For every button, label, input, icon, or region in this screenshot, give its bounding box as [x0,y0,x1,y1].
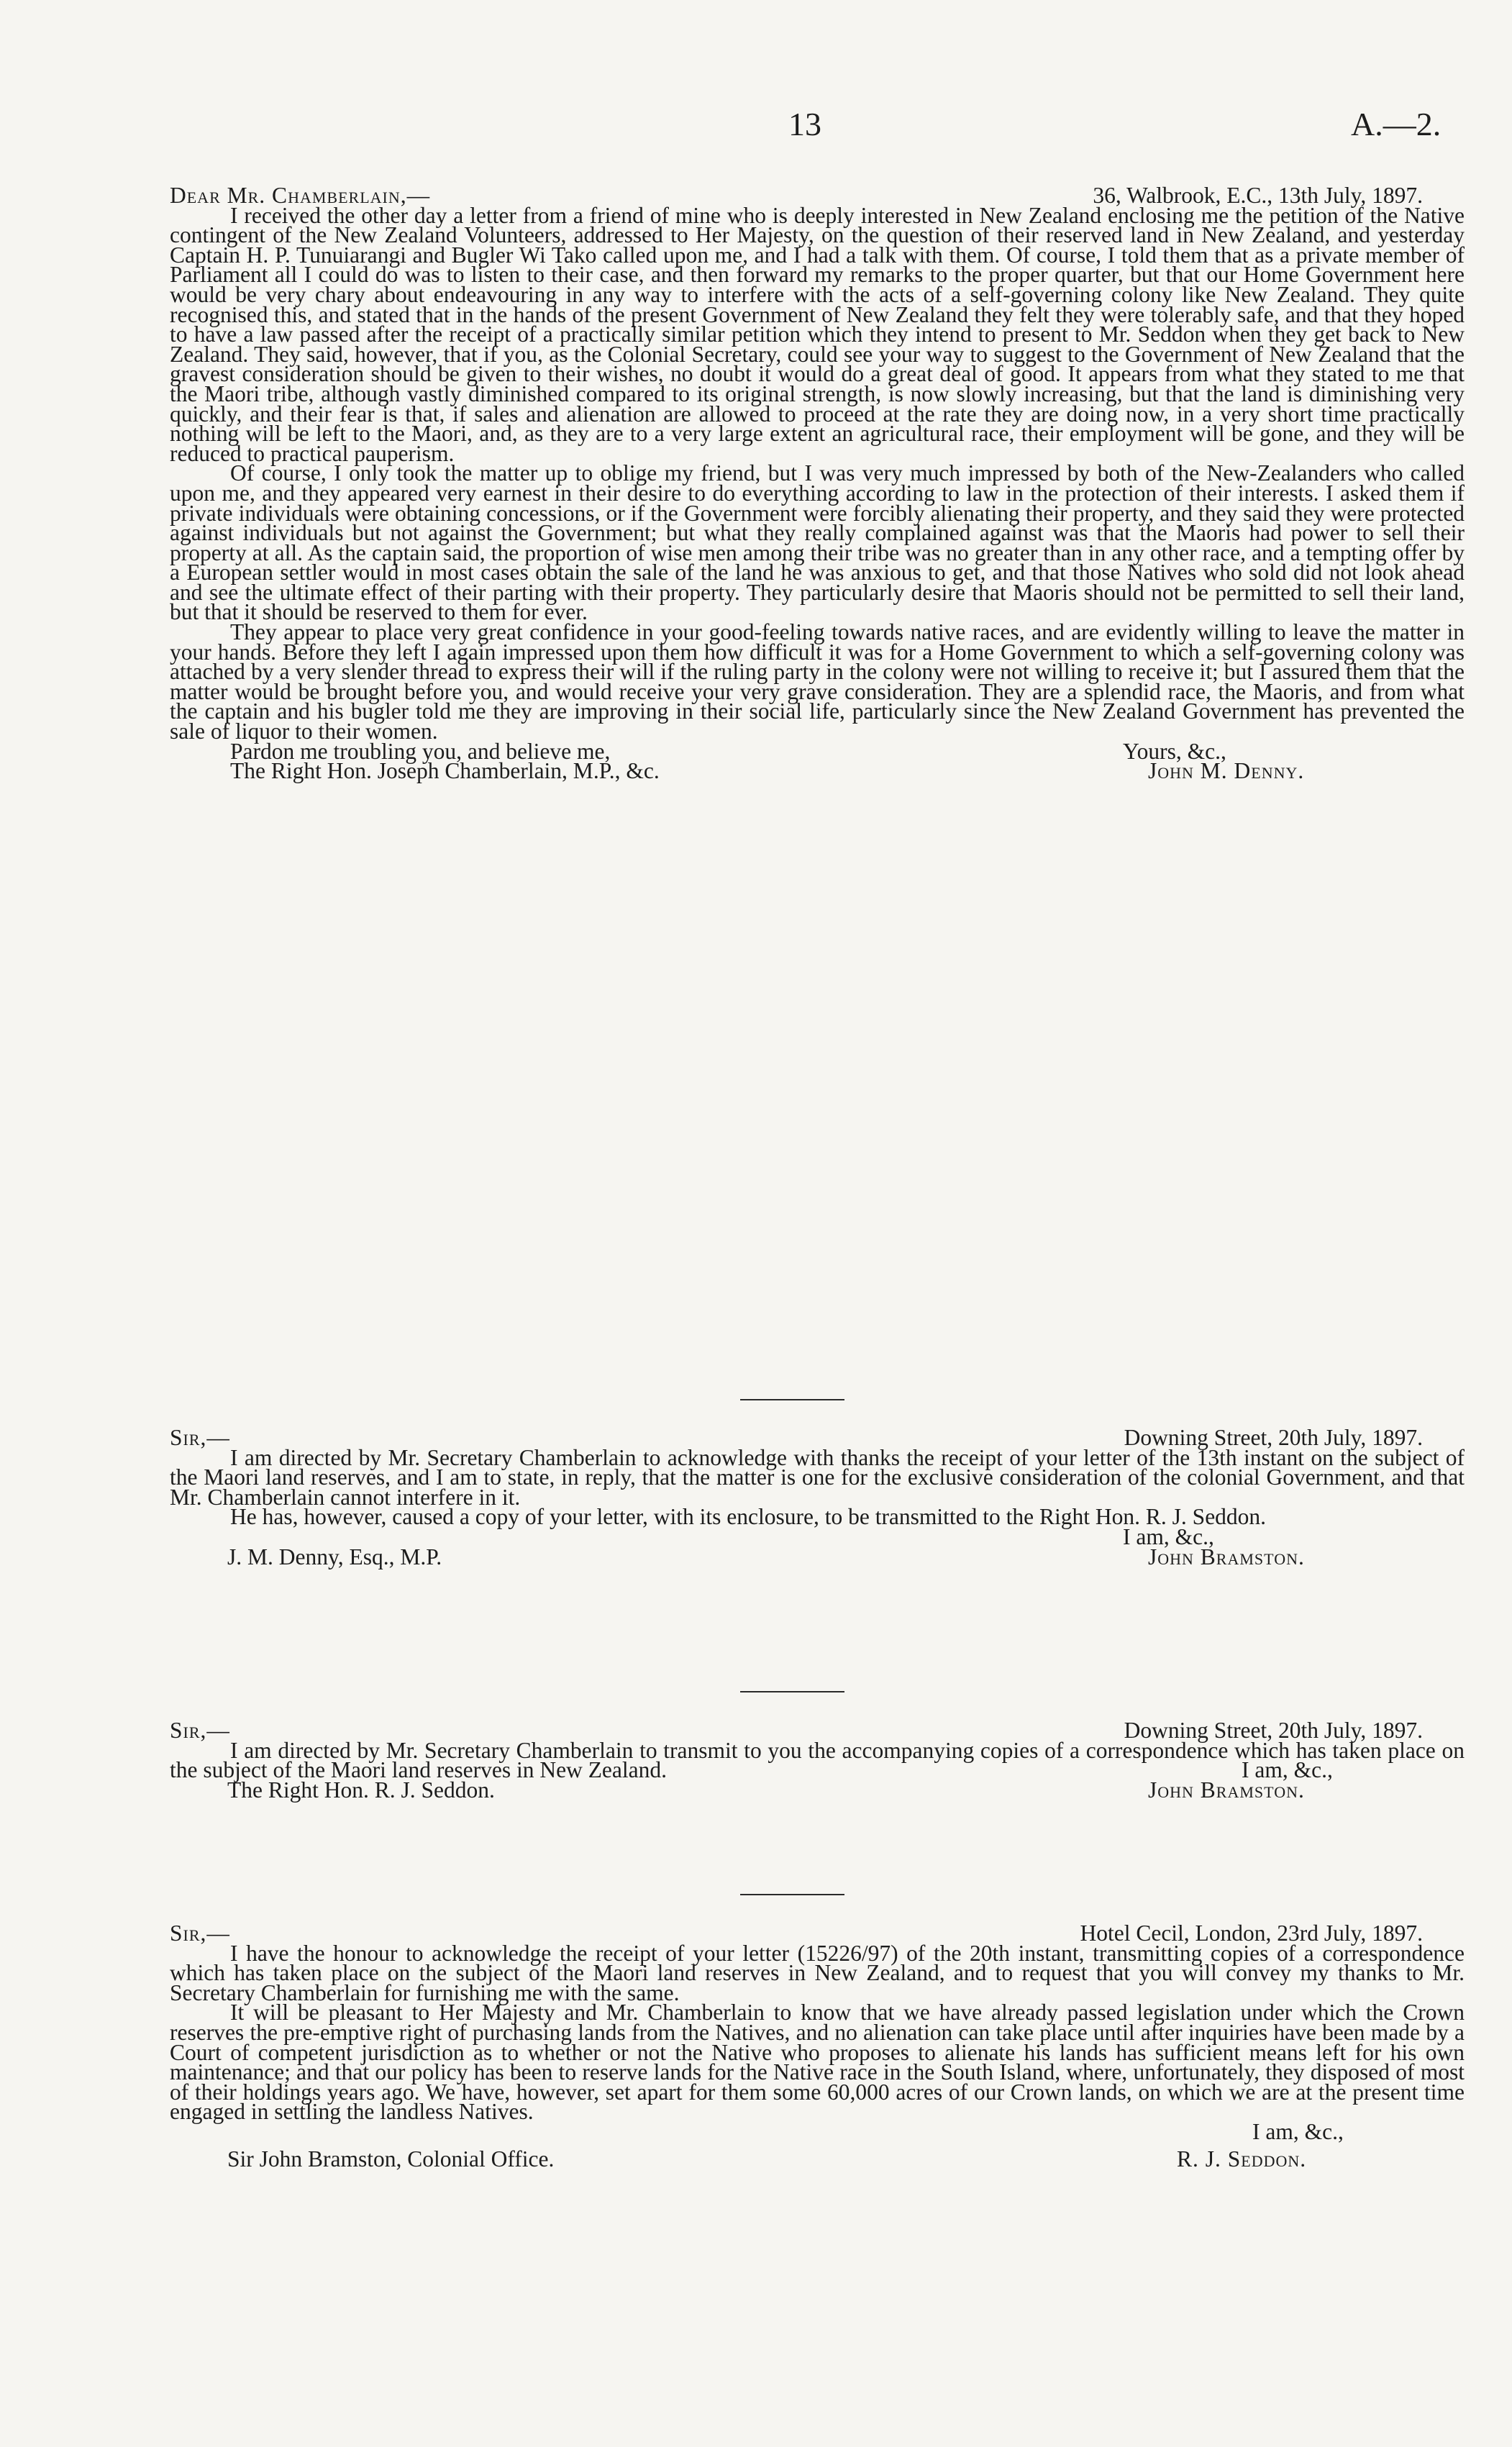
divider [740,1894,844,1895]
letter-bramston-denny [170,1425,1465,1569]
page-number: 13 [788,106,821,142]
signature: John M. Denny. [1148,758,1305,784]
paragraph: I received the other day a letter from a friend of mine who is deeply interested in New Zealand enclosing me the petition of the Native contingent of the New Zealand Volunteers, addressed to Her Majesty, on the question of their reserved land in New Zealand, and yesterday Captain H. P. Tunuiarangi and Bugler Wi Tako called upon me, and I had a talk with them. Of course, I told them that as a private member of Parliament all I could do was to listen to their case, and then forward my remarks to the proper quarter, but that our Home Government here would be very chary about endeavouring in any way to interfere with the acts of a self-governing colony like New Zealand. They quite recognised this, and stated that in the hands of the present Government of New Zealand they felt they were tolerably safe, and that they hoped to have a law passed after the receipt of a practically similar petition which they intend to present to Mr. Seddon when they get back to New Zealand. They said, however, that if you, as the Colonial Secretary, could see your way to suggest to the Government of New Zealand that the gravest consideration should be given to their wishes, no doubt it would do a great deal of good. It appears from what they stated to me that the Maori tribe, although vastly diminished compared to its original strength, is now slowly increasing, but that the land is diminishing very quickly, and their fear is that, if sales and alienation are allowed to proceed at the rate they are doing now, in a very short time practically nothing will be left to the Maori, and, as they are to a very large extent an agricultural race, their employment will be gone, and they will be reduced to practical pauperism. [170,202,1465,466]
address-date: 36, Walbrook, E.C., 13th July, 1897. [1093,183,1423,208]
paragraph: Of course, I only took the matter up to oblige my friend, but I was very much impressed by both of the New-Zealanders who called upon me, and they appeared very earnest in their desire to do everything according to law in the protection of their interests. I asked them if private individuals were obtaining concessions, or if the Government were forcibly alienating their property, and they said they were protected against individuals but not against the Government; but what they really complained against was that the Maoris had power to sell their property at all. As the captain said, the proportion of wise men among their tribe was no greater than in any other race, and a tempting offer by a European settler would in most cases obtain the sale of the land he was anxious to get, and that those Natives who sold did not look ahead and see the ultimate effect of their parting with their property. They particularly desire that Maoris should not be permitted to sell their land, but that it should be reserved to them for ever. [170,460,1465,625]
letter-denny [170,183,1465,784]
letter-bramston-seddon [170,1718,1465,1803]
closing-right: Yours, &c., [1123,738,1226,764]
document-reference: A.—2. [1351,106,1442,142]
closing-right: I am, &c., [1252,2118,1344,2144]
signature: John Bramston. [1148,1544,1305,1569]
address-date: Downing Street, 20th July, 1897. [1124,1718,1423,1743]
paragraph: He has, however, caused a copy of your letter, with its enclosure, to be transmitted to the Right Hon. R. J. Seddon. [230,1504,1267,1530]
paragraph: I have the honour to acknowledge the receipt of your letter (15226/97) of the 20th instant, transmitting copies of a correspondence which has taken place on the subject of the Maori land reserves in New Zealand, and to request that you will convey my thanks to Mr. Secretary Chamberlain for furnishing me with the same. [170,1940,1465,2005]
closing-right: I am, &c., [1242,1757,1333,1783]
addressee: The Right Hon. Joseph Chamberlain, M.P., &c. [230,758,660,784]
closing-right: I am, &c., [1123,1523,1214,1549]
salutation: Sir,— [170,1718,230,1743]
closing: Pardon me troubling you, and believe me, [230,738,611,764]
paragraph: It will be pleasant to Her Majesty and Mr. Chamberlain to know that we have already passed legislation under which the Crown reserves the pre-emptive right of purchasing lands from the Natives, and no alienation can take place until after inquiries have been made by a Court of competent jurisdiction as to whether or not the Native who proposes to alienate his lands has sufficient means left for his own maintenance; and that our policy has been to reserve lands for the Native race in the South Island, where, unfortunately, they disposed of most of their holdings years ago. We have, however, set apart for them some 60,000 acres of our Crown lands, on which we are at the present time engaged in settling the landless Natives. [170,2000,1465,2125]
signature: John Bramston. [1148,1777,1305,1803]
paragraph: I am directed by Mr. Secretary Chamberlain to acknowledge with thanks the receipt of your letter of the 13th instant on the subject of the Maori land reserves, and I am to state, in reply, that the matter is one for the exclusive consideration of the colonial Government, and that Mr. Chamberlain cannot interfere in it. [170,1444,1465,1510]
signature: R. J. Seddon. [1177,2146,1307,2172]
addressee: The Right Hon. R. J. Seddon. [227,1777,495,1803]
addressee: J. M. Denny, Esq., M.P. [227,1544,442,1569]
addressee: Sir John Bramston, Colonial Office. [227,2146,555,2172]
address-date: Hotel Cecil, London, 23rd July, 1897. [1080,1920,1423,1946]
address-date: Downing Street, 20th July, 1897. [1124,1425,1423,1450]
salutation: Sir,— [170,1920,230,1946]
paragraph: They appear to place very great confidence in your good-feeling towards native races, and are evidently willing to leave the matter in your hands. Before they left I again impressed upon them how difficult it was for a Home Government to which a self-governing colony was attached by a very slender thread to express their will if the ruling party in the colony were not willing to receive it; but I assured them that the matter would be brought before you, and would receive your very grave consideration. They are a splendid race, the Maoris, and from what the captain and his bugler told me they are improving in their social life, particularly since the New Zealand Government has prevented the sale of liquor to their women. [170,619,1465,744]
salutation: Sir,— [170,1425,230,1450]
divider [740,1691,844,1692]
letter-seddon [170,1920,1465,2172]
paragraph: I am directed by Mr. Secretary Chamberlain to transmit to you the accompanying copies of a correspondence which has taken place on the subject of the Maori land reserves in New Zealand. [170,1737,1465,1783]
divider [740,1399,844,1400]
salutation: Dear Mr. Chamberlain,— [170,183,431,208]
